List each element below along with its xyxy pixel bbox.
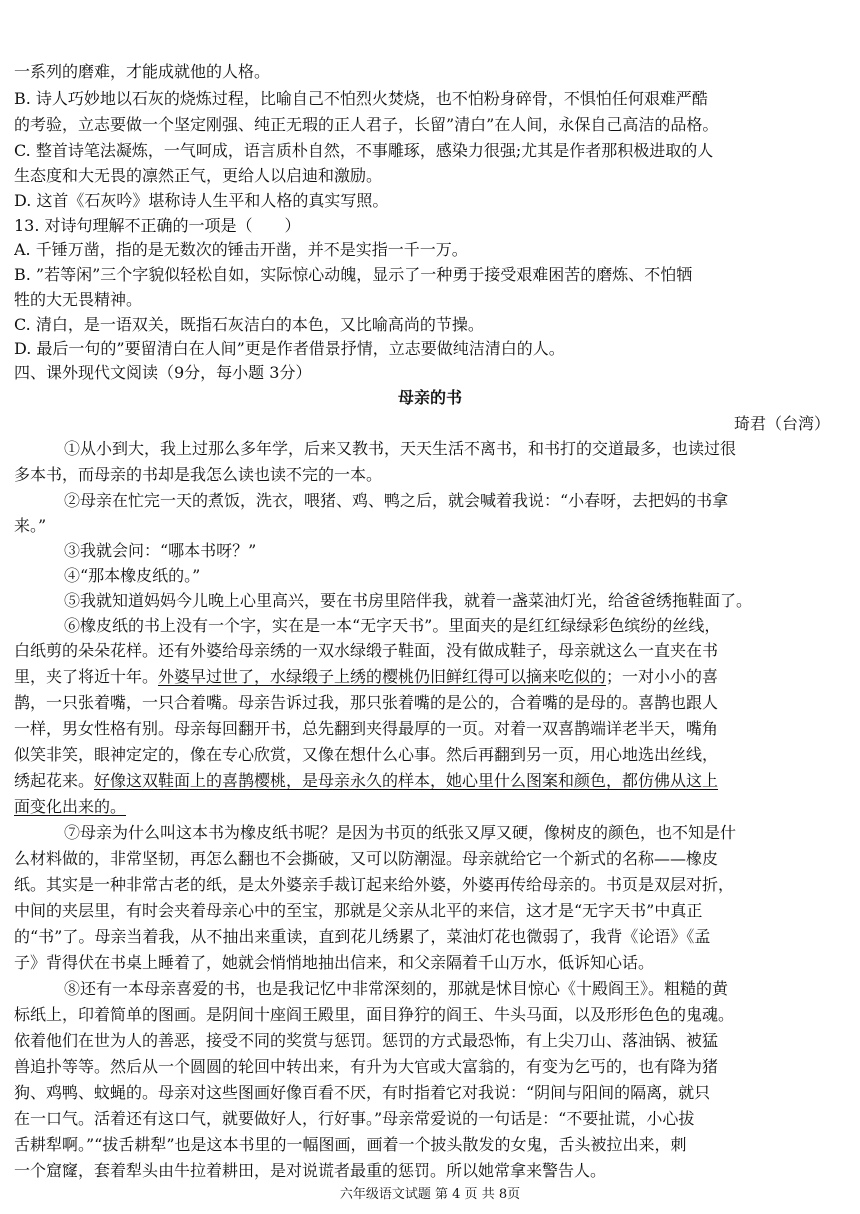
option-b-line: B. 诗人巧妙地以石灰的烧炼过程，比喻自己不怕烈火焚烧，也不怕粉身碎骨，不惧怕任何艰难严酷 — [14, 89, 708, 108]
text-line: 的考验，立志要做一个坚定刚强、纯正无瑕的正人君子，长留”清白”在人间，永保自己高洁的品格。 — [14, 115, 719, 134]
question-13: 13. 对诗句理解不正确的一项是（ ） — [14, 216, 301, 235]
underlined-sentence: 外婆早过世了，水绿缎子上绣的樱桃仍旧鲜红得可以摘来吃似的 — [158, 667, 607, 686]
paragraph-8-cont: 兽追扑等等。然后从一个圆圆的轮回中转出来，有升为大官或大富翁的，有变为乞丐的，也有降为猪 — [14, 1057, 719, 1076]
paragraph-6-cont — [14, 769, 846, 793]
paragraph-1: ①从小到大，我上过那么多年学，后来又教书，天天生活不离书，和书打的交道最多，也读过很 — [64, 439, 737, 458]
underlined-sentence: 面变化出来的。 — [14, 797, 127, 816]
paragraph-3: ③我就会问：“哪本书呀？” — [64, 541, 257, 560]
article-author: 琦君（台湾） — [733, 414, 830, 433]
paragraph-8-cont: 标纸上，印着简单的图画。是阴间十座阎王殿里，面目狰狞的阎王、牛头马面，以及形形色色的鬼魂。 — [14, 1005, 735, 1024]
paragraph-4: ④“那本橡皮纸的。” — [64, 566, 201, 585]
paragraph-5: ⑤我就知道妈妈今儿晚上心里高兴，要在书房里陪伴我，就着一盏菜油灯光，给爸爸绣拖鞋面了。 — [64, 591, 753, 610]
article-title: 母亲的书 — [397, 388, 462, 407]
paragraph-8-cont: 在一口气。活着还有这口气，就要做好人，行好事。”母亲常爱说的一句话是：“不要扯谎，小心拔 — [14, 1109, 695, 1128]
text-line: 牲的大无畏精神。 — [14, 290, 143, 309]
paragraph-7: ⑦母亲为什么叫这本书为橡皮纸书呢？是因为书页的纸张又厚又硬，像树皮的颜色，也不知是什 — [64, 823, 737, 842]
paragraph-6-cont: 白纸剪的朵朵花样。还有外婆给母亲绣的一双水绿缎子鞋面，没有做成鞋子，母亲就这么一直夹在书 — [14, 641, 719, 660]
underlined-sentence: 好像这双鞋面上的喜鹊樱桃，是母亲永久的样本，她心里什么图案和颜色，都仿佛从这上 — [94, 771, 719, 790]
text-span: 里，夹了将近十年。 — [14, 667, 159, 686]
paragraph-2-cont: 来。” — [14, 516, 47, 535]
text-span: ；一对小小的喜 — [606, 667, 719, 686]
paragraph-8-cont: 依着他们在世为人的善恶，接受不同的奖赏与惩罚。惩罚的方式最恐怖，有上尖刀山、落油锅、被猛 — [14, 1031, 719, 1050]
section-heading: 四、课外现代文阅读（9分，每小题 3分） — [14, 363, 312, 382]
paragraph-6-cont — [14, 665, 846, 689]
paragraph-7-cont: 的“书”了。母亲当着我，从不抽出来重读，直到花儿绣累了，菜油灯花也微弱了，我背《论语》《孟 — [14, 927, 711, 946]
paragraph-6-cont: 鹊，一只张着嘴，一只合着嘴。母亲告诉过我，那只张着嘴的是公的，合着嘴的是母的。喜鹊也跟人 — [14, 693, 719, 712]
paragraph-8-cont: 狗、鸡鸭、蚊蝇的。母亲对这些图画好像百看不厌，有时指着它对我说：“阴间与阳间的隔离，就只 — [14, 1083, 711, 1102]
text-line: 生态度和大无畏的凛然正气，更给人以启迪和激励。 — [14, 166, 383, 185]
page-footer: 六年级语文试题 第 4 页 共 8页 — [339, 1187, 521, 1202]
option-d-line: D. 最后一句的”要留清白在人间”更是作者借景抒情，立志要做纯洁清白的人。 — [14, 339, 565, 358]
option-a-line: A. 千锤万凿，指的是无数次的锤击开凿，并不是实指一千一万。 — [14, 240, 468, 259]
paragraph-7-cont: 子》背得伏在书桌上睡着了，她就会悄悄地抽出信来，和父亲隔着千山万水，低诉知心话。 — [14, 953, 655, 972]
paragraph-6-cont: 似笑非笑，眼神定定的，像在专心欣赏，又像在想什么心事。然后再翻到另一页，用心地选出丝线， — [14, 745, 719, 764]
paragraph-6-cont — [14, 795, 846, 819]
option-c-line: C. 清白，是一语双关，既指石灰洁白的本色，又比喻高尚的节操。 — [14, 315, 484, 334]
paragraph-2: ②母亲在忙完一天的煮饭，洗衣，喂猪、鸡、鸭之后，就会喊着我说：“小春呀，去把妈的书拿 — [64, 491, 729, 510]
paragraph-7-cont: 么材料做的，非常坚韧，再怎么翻也不会撕破，又可以防潮湿。母亲就给它一个新式的名称——橡皮 — [14, 849, 719, 868]
text-line: 一系列的磨难，才能成就他的人格。 — [14, 62, 271, 81]
paragraph-7-cont: 纸。其实是一种非常古老的纸，是太外婆亲手裁订起来给外婆，外婆再传给母亲的。书页是双层对折， — [14, 875, 735, 894]
paragraph-8-cont: 一个窟窿，套着犁头由牛拉着耕田，是对说谎者最重的惩罚。所以她常拿来警告人。 — [14, 1161, 607, 1180]
option-d-line: D. 这首《石灰吟》堪称诗人生平和人格的真实写照。 — [14, 191, 389, 210]
paragraph-6-cont: 一样，男女性格有别。母亲每回翻开书，总先翻到夹得最厚的一页。对着一双喜鹊端详老半天，嘴角 — [14, 719, 719, 738]
paragraph-1-cont: 多本书，而母亲的书却是我怎么读也读不完的一本。 — [14, 465, 383, 484]
paragraph-8: ⑧还有一本母亲喜爱的书，也是我记忆中非常深刻的，那就是怵目惊心《十殿阎王》。粗糙的黄 — [64, 979, 729, 998]
paragraph-7-cont: 中间的夹层里，有时会夹着母亲心中的至宝，那就是父亲从北平的来信，这才是“无字天书”中真正 — [14, 901, 703, 920]
option-b-line: B. ”若等闲”三个字貌似轻松自如，实际惊心动魄，显示了一种勇于接受艰难困苦的磨炼、不怕牺 — [14, 265, 693, 284]
paragraph-6: ⑥橡皮纸的书上没有一个字，实在是一本“无字天书”。里面夹的是红红绿绿彩色缤纷的丝线， — [64, 616, 721, 635]
text-span: 绣起花来。 — [14, 771, 95, 790]
option-c-line: C. 整首诗笔法凝炼，一气呵成，语言质朴自然，不事雕琢，感染力很强;尤其是作者那积极进取的人 — [14, 141, 714, 160]
paragraph-8-cont: 舌耕犁啊。”“拔舌耕犁”也是这本书里的一幅图画，画着一个披头散发的女鬼，舌头被拉出来，刺 — [14, 1135, 687, 1154]
